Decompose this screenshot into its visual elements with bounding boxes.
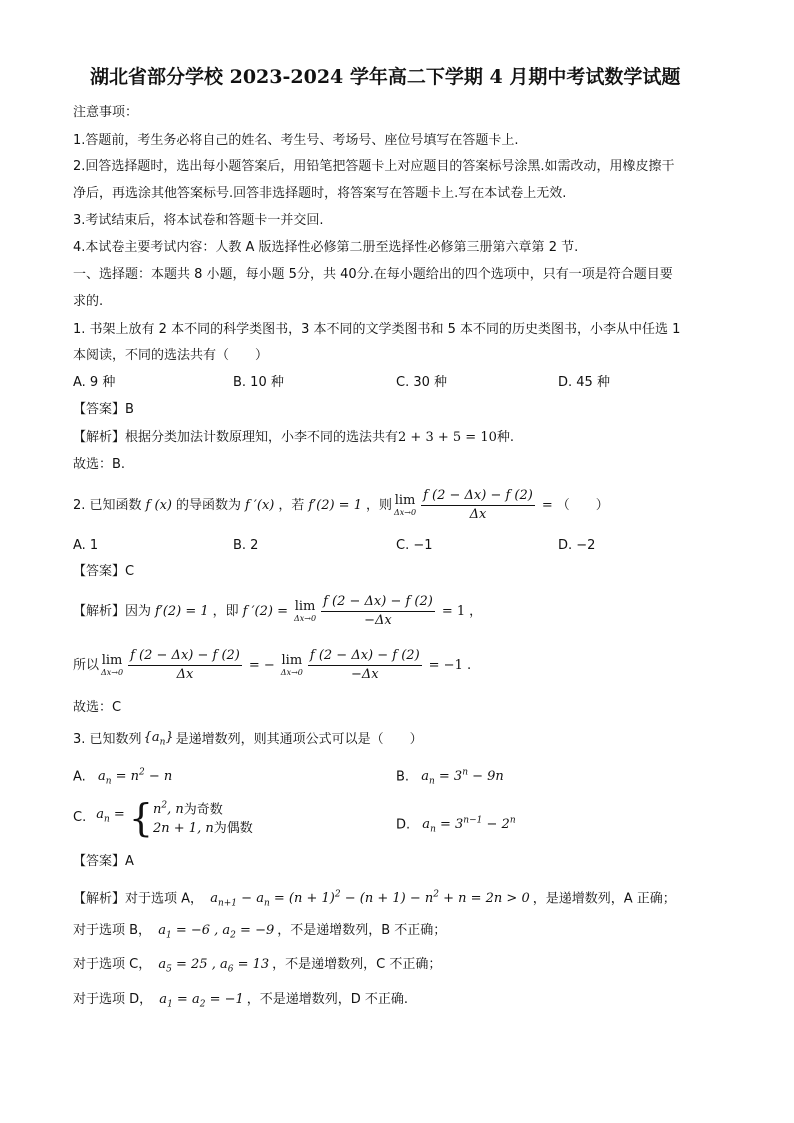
section-header: 一、选择题：本题共 8 小题，每小题 5分，共 40分.在每小题给出的四个选项中，只有一项是符合题目要 <box>73 267 673 282</box>
analysis-text: 对于选项 C， <box>73 957 152 972</box>
q1-answer: 【答案】B <box>73 402 134 417</box>
q3-option-b: B. $a_n = 3^n - 9n$ <box>396 768 504 787</box>
q2-stem-mid: ，若 <box>278 497 305 513</box>
q2-fpx: f ′(x) <box>244 497 275 513</box>
question-2-stem: 2. 已知函数 f (x) 的导函数为 f ′(x) ，若 f′(2) = 1 ，则 lim Δx→0 $\frac{f (2 - \Delta x) - f (2)}{\Delta x}$ = （ ） <box>73 488 609 522</box>
question-3-stem <box>73 729 423 752</box>
q2-conclusion: 故选：C <box>73 700 122 715</box>
q2-condition: f′(2) = 1 <box>308 497 362 513</box>
q1-option-a: A. 9 种 <box>73 375 116 390</box>
notice-heading: 注意事项： <box>73 105 139 120</box>
analysis-text: ，是递增数列，A 正确； <box>532 891 676 907</box>
analysis-text: 对于选项 A， <box>125 891 204 907</box>
option-label: C. <box>73 809 87 825</box>
limit-symbol: lim Δx→0 <box>101 652 124 677</box>
analysis-tail: 种. <box>496 430 514 445</box>
q1-option-d: D. 45 种 <box>558 375 610 390</box>
q2-option-b: B. 2 <box>233 538 259 553</box>
q1-conclusion: 故选：B. <box>73 457 126 472</box>
q2-stem-prefix: 2. 已知函数 <box>73 497 142 513</box>
q3-stem-tail: 是递增数列，则其通项公式可以是（ ） <box>175 732 423 748</box>
case-even: 为偶数 <box>213 821 253 837</box>
analysis-text: ，不是递增数列，D 不正确. <box>246 992 409 1007</box>
q3-analysis-a: 【解析】对于选项 A， $a_{n+1} - a_n = (n + 1)^2 - (n + 1) - n^2 + n = 2n > 0$ ，是递增数列，A 正确； <box>73 890 676 909</box>
q1-analysis <box>73 429 514 447</box>
analysis-label: 【解析】 <box>73 430 126 445</box>
analysis-text: 对于选项 D， <box>73 992 153 1007</box>
q3-analysis-d: 对于选项 D， $a_1 = a_2 = -1$ ，不是递增数列，D 不正确. <box>73 992 409 1010</box>
analysis-text: 对于选项 B， <box>73 923 152 938</box>
limit-symbol: lim Δx→0 <box>394 492 417 517</box>
analysis-text: 因为 <box>125 603 152 619</box>
q3-analysis-b: 对于选项 B， $a_1 = -6$ , $a_2 = -9$ ，不是递增数列，B 不正确； <box>73 923 447 941</box>
analysis-text: ，即 <box>212 603 239 619</box>
section-header-cont: 求的. <box>73 294 104 309</box>
q3-option-c: C. $a_n$ = { $n^2$, n为奇数 2n + 1, n为偶数 <box>73 795 253 840</box>
q1-option-b: B. 10 种 <box>233 375 284 390</box>
option-label: A. <box>73 769 86 785</box>
difference-quotient: $\frac{f (2 - \Delta x) - f (2)}{-\Delta x}$ <box>309 648 420 682</box>
limit-symbol: lim Δx→0 <box>294 598 317 623</box>
q3-stem: 3. 已知数列 <box>73 732 142 748</box>
q3-option-a: A. $a_n = n^2 - n$ <box>73 768 173 787</box>
analysis-formula: 2 + 3 + 5 = 10 <box>398 430 497 445</box>
notice-item: 净后，再选涂其他答案标号.回答非选择题时，将答案写在答题卡上.写在本试卷上无效. <box>73 186 567 201</box>
analysis-text: ，不是递增数列，C 不正确； <box>272 957 442 972</box>
q2-option-d: D. −2 <box>558 538 596 553</box>
sequence-symbol: $\{a_n\}$ <box>143 730 174 748</box>
analysis-text: 根据分类加法计数原理知，小李不同的选法共有 <box>125 430 399 445</box>
difference-quotient: $\frac{f (2 - \Delta x) - f (2)}{-\Delta x}$ <box>323 594 433 628</box>
so-label: 所以 <box>73 657 100 673</box>
piecewise-cases: $n^2$, n为奇数 2n + 1, n为偶数 <box>153 801 253 837</box>
notice-item: 4.本试卷主要考试内容：人教 A 版选择性必修第二册至选择性必修第三册第六章第 2 节. <box>73 240 579 255</box>
difference-quotient: $\frac{f (2 - \Delta x) - f (2)}{\Delta x}$ <box>130 648 240 682</box>
q3-answer: 【答案】A <box>73 854 134 869</box>
question-1-stem-cont: 本阅读，不同的选法共有（ ） <box>73 348 269 363</box>
option-label: D. <box>396 817 411 833</box>
q2-option-c: C. −1 <box>396 538 433 553</box>
limit-symbol: lim Δx→0 <box>280 652 303 677</box>
option-label: B. <box>396 769 410 785</box>
q2-analysis: 【解析】 因为 f′(2) = 1 ，即 f ′(2) = lim Δx→0 $\frac{f (2 - \Delta x) - f (2)}{-\Delta x}$ = 1 ， <box>73 594 483 628</box>
analysis-text: ，不是递增数列，B 不正确； <box>277 923 447 938</box>
notice-item: 3.考试结束后，将本试卷和答题卡一并交回. <box>73 213 324 228</box>
case-odd: 为奇数 <box>183 802 223 818</box>
q2-option-a: A. 1 <box>73 538 99 553</box>
question-1-stem: 1. 书架上放有 2 本不同的科学类图书，3 本不同的文学类图书和 5 本不同的历史类图书，小李从中任选 1 <box>73 322 681 337</box>
q2-stem-tail: （ ） <box>556 497 609 513</box>
q2-condition: f′(2) = 1 <box>155 603 209 619</box>
page-title: 湖北省部分学校 2023-2024 学年高二下学期 4 月期中考试数学试题 <box>90 66 681 88</box>
analysis-label: 【解析】 <box>73 603 126 619</box>
q1-option-c: C. 30 种 <box>396 375 448 390</box>
analysis-label: 【解析】 <box>73 891 126 907</box>
notice-item: 2.回答选择题时，选出每小题答案后，用铅笔把答题卡上对应题目的答案标号涂黑.如需改动，用橡皮擦干 <box>73 159 675 174</box>
q2-answer: 【答案】C <box>73 564 135 579</box>
q3-option-d: D. $a_n = 3^{n-1} - 2^n$ <box>396 816 516 835</box>
difference-quotient: $\frac{f (2 - \Delta x) - f (2)}{\Delta x}$ <box>423 488 533 522</box>
q3-analysis-c: 对于选项 C， $a_5 = 25$ , $a_6 = 13$ ，不是递增数列，C 不正确； <box>73 957 442 975</box>
analysis-text: ， <box>469 603 483 619</box>
notice-item: 1.答题前，考生务必将自己的姓名、考生号、考场号、座位号填写在答题卡上. <box>73 133 519 148</box>
q2-stem-mid: 的导函数为 <box>175 497 241 513</box>
q2-fx: f (x) <box>145 497 172 513</box>
q2-stem-mid: ，则 <box>365 497 392 513</box>
q2-derivation: 所以 lim Δx→0 $\frac{f (2 - \Delta x) - f (2)}{\Delta x}$ = − lim Δx→0 $\frac{f (2 - \Delta x) - f (2)}{-\Delta x}$ = −1 . <box>73 648 472 682</box>
